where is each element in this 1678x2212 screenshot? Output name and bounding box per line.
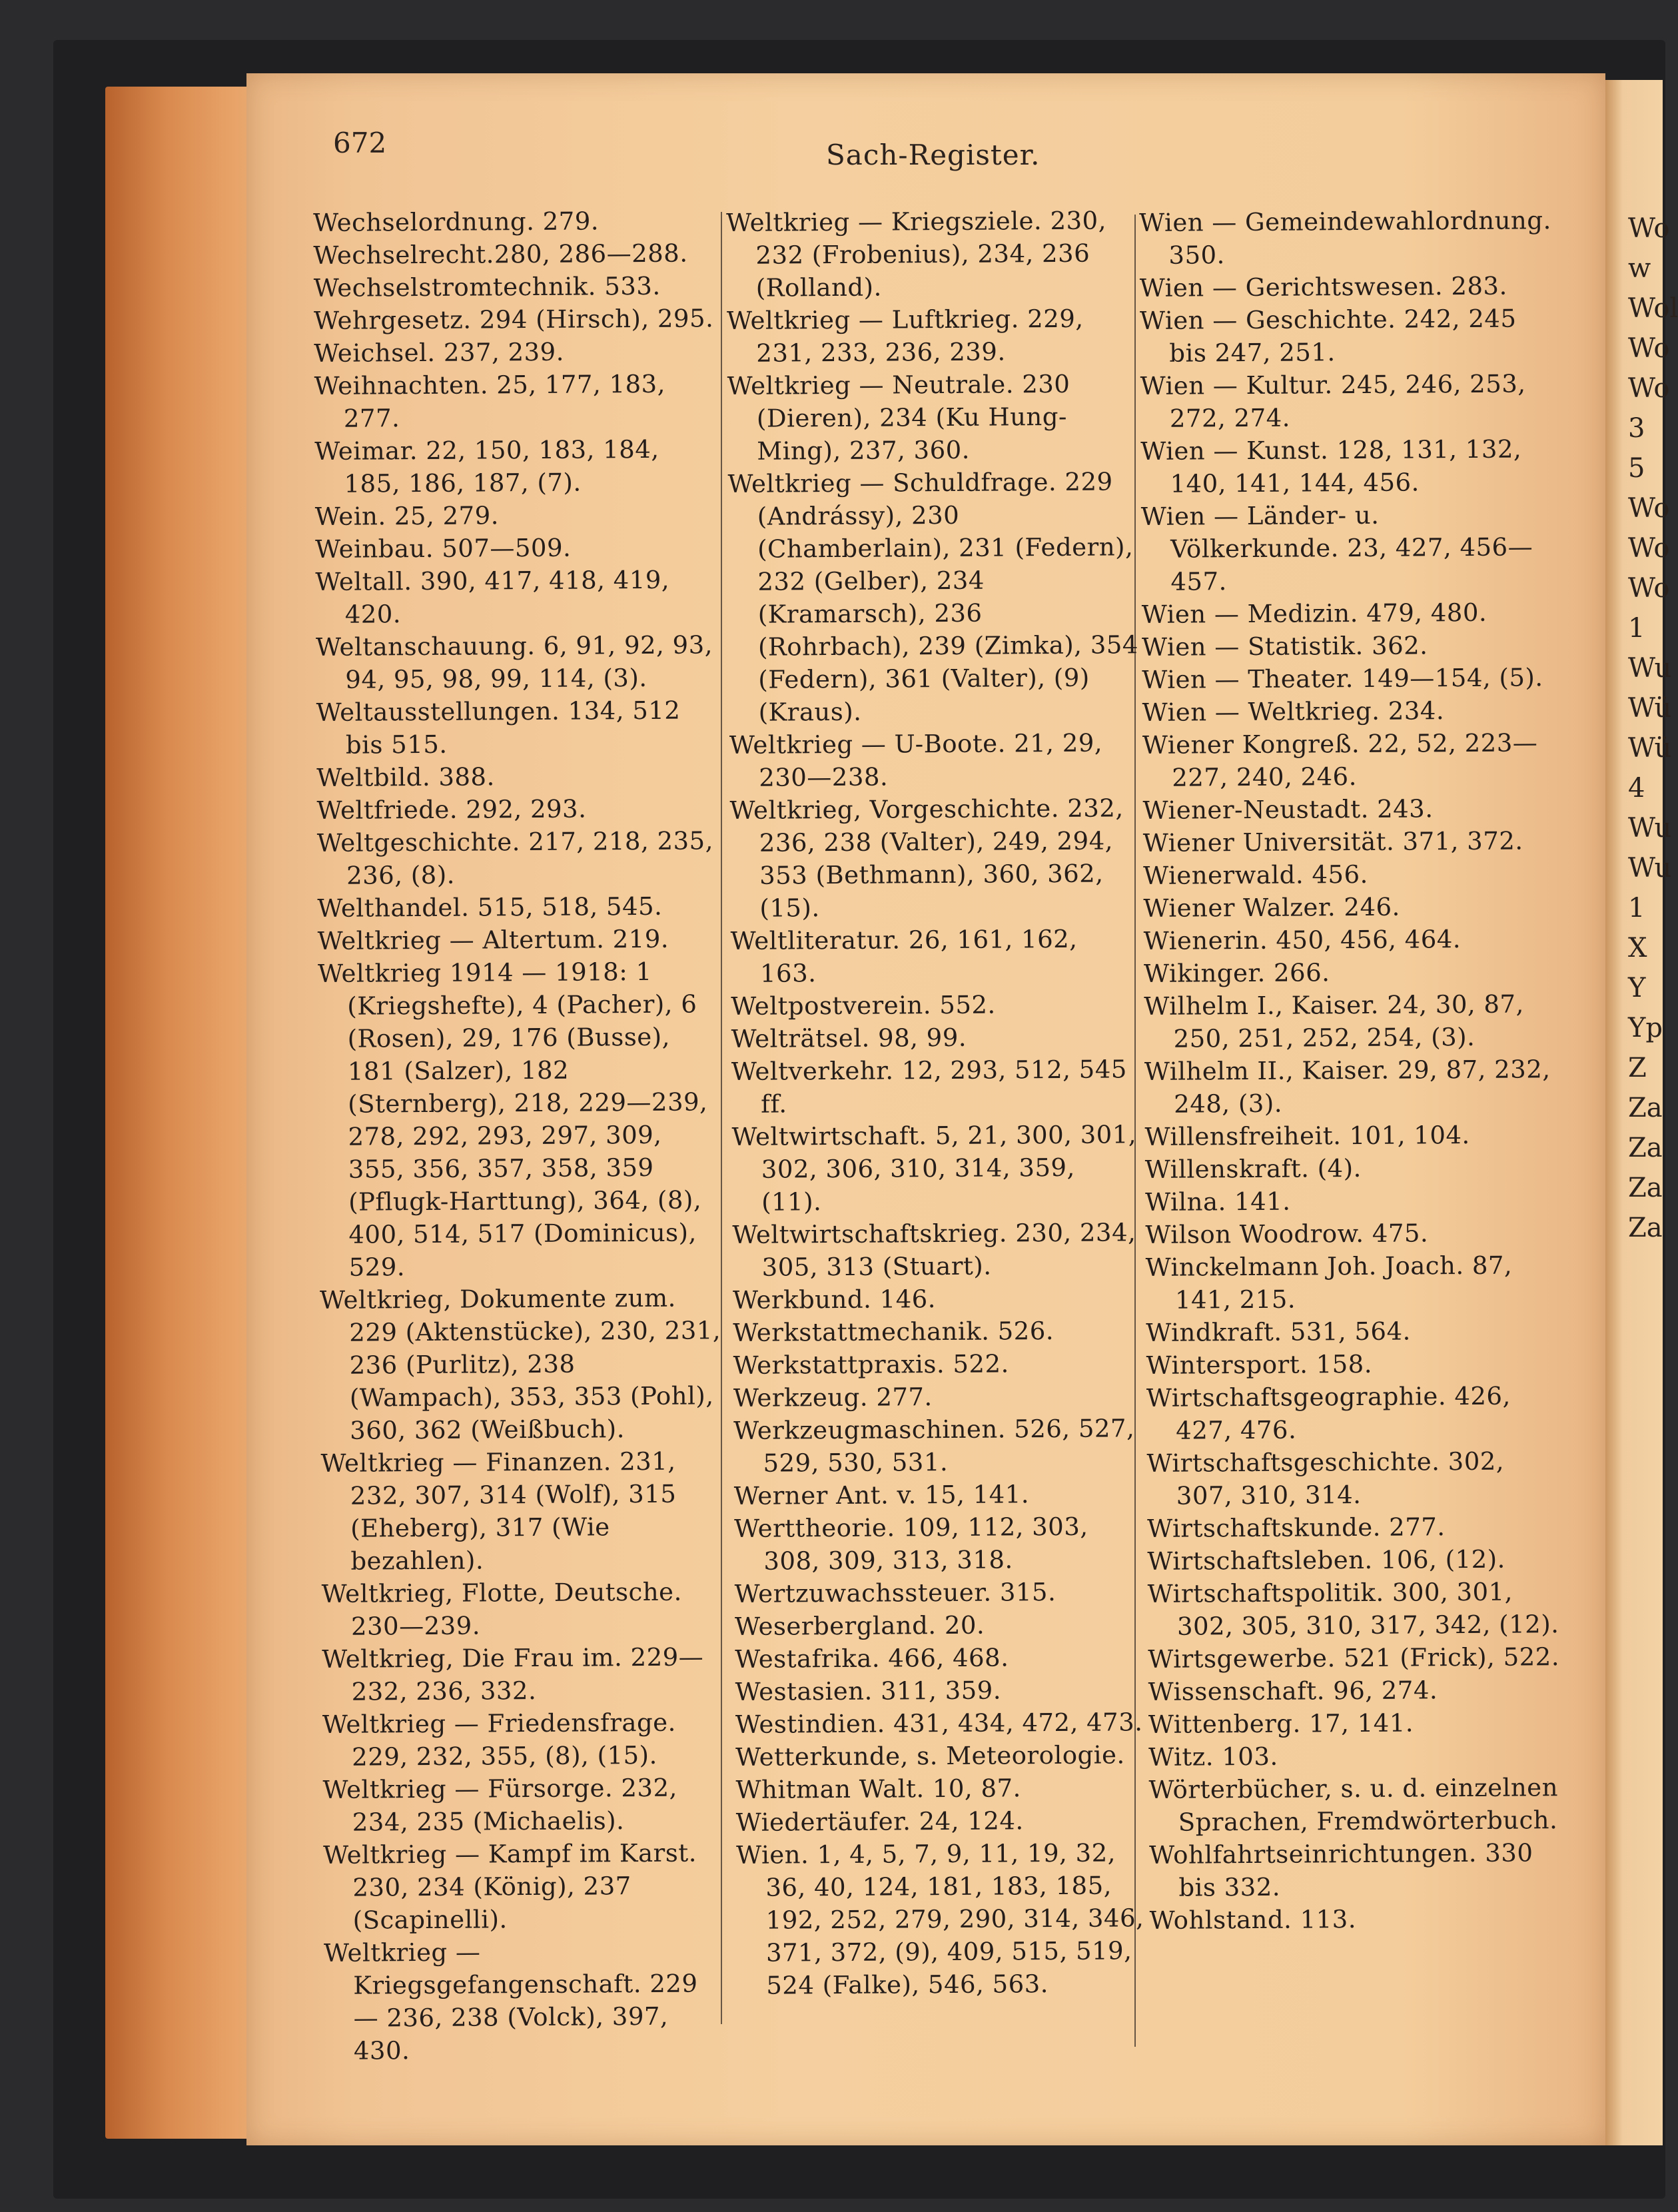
- index-entry: Wehrgesetz. 294 (Hirsch), 295.: [313, 304, 714, 335]
- index-entry: Wirtschaftspolitik. 300, 301, 302, 305, 310, 317, 342, (12).: [1147, 1577, 1559, 1641]
- next-page-fragment: 1: [1628, 893, 1645, 923]
- index-entry: Werkstattpraxis. 522.: [733, 1349, 1009, 1380]
- index-entry: Wikinger. 266.: [1143, 958, 1330, 988]
- index-entry: Werttheorie. 109, 112, 303, 308, 309, 313, 318.: [733, 1512, 1088, 1576]
- index-entry: Weltkrieg 1914 — 1918: 1 (Kriegshefte), 4 (Pacher), 6 (Rosen), 29, 176 (Busse), 181 (Salzer), 182 (Sternberg), 218, 229—239, 278, 292, 293, 297, 309, 355, 356, 357, 358, 359 (Pflugk-Harttung), 364, (8), 400, 514, 517 (Dominicus), 529.: [317, 957, 708, 1282]
- next-page-fragment: Wü: [1628, 693, 1672, 724]
- index-entry: Weltkrieg — Fürsorge. 232, 234, 235 (Michaelis).: [322, 1773, 677, 1837]
- index-entry: Wien. 1, 4, 5, 7, 9, 11, 19, 32, 36, 40, 124, 181, 183, 185, 192, 252, 279, 290, 314, 346, 371, 372, (9), 409, 515, 519, 524 (Falke), 546, 563.: [735, 1838, 1144, 2000]
- index-entry: Wilhelm II., Kaiser. 29, 87, 232, 248, (3).: [1144, 1055, 1551, 1119]
- index-entry: Weltanschauung. 6, 91, 92, 93, 94, 95, 98, 99, 114, (3).: [315, 630, 713, 694]
- index-entry: Wiedertäufer. 24, 124.: [735, 1806, 1024, 1837]
- next-page-fragment: X: [1628, 933, 1647, 963]
- index-entry: Weltgeschichte. 217, 218, 235, 236, (8).: [316, 826, 714, 890]
- index-entry: Weltkrieg, Vorgeschichte. 232, 236, 238 (Valter), 249, 294, 353 (Bethmann), 360, 362, (15).: [729, 794, 1124, 923]
- index-entry: Wirtschaftsgeschichte. 302, 307, 310, 314.: [1146, 1446, 1505, 1510]
- index-entry: Weimar. 22, 150, 183, 184, 185, 186, 187, (7).: [314, 434, 659, 498]
- index-entry: Werkbund. 146.: [732, 1285, 937, 1315]
- index-entry: Werkstattmechanik. 526.: [733, 1317, 1054, 1347]
- index-column-1: [313, 204, 731, 2067]
- index-entry: Wiener Kongreß. 22, 52, 223—227, 240, 246.: [1142, 728, 1538, 792]
- next-page-fragment: Za: [1628, 1173, 1663, 1203]
- index-entry: Weltwirtschaft. 5, 21, 300, 301, 302, 306, 310, 314, 359, (11).: [731, 1120, 1137, 1217]
- index-entry: Welthandel. 515, 518, 545.: [317, 891, 663, 923]
- index-entry: Wien — Statistik. 362.: [1141, 631, 1428, 662]
- index-entry: Weltwirtschaftskrieg. 230, 234, 305, 313 (Stuart).: [732, 1218, 1136, 1282]
- index-entry: Wirtschaftsleben. 106, (12).: [1147, 1544, 1505, 1576]
- index-entry: Wien — Kunst. 128, 131, 132, 140, 141, 144, 456.: [1140, 434, 1522, 498]
- index-entry: Weltkrieg — Finanzen. 231, 232, 307, 314 (Wolf), 315 (Eheberg), 317 (Wie bezahlen).: [320, 1446, 677, 1576]
- index-entry: Weltverkehr. 12, 293, 512, 545 ff.: [731, 1055, 1127, 1119]
- index-entry: Wien — Länder- u. Völkerkunde. 23, 427, 456—457.: [1140, 500, 1533, 596]
- index-entry: Wien — Theater. 149—154, (5).: [1142, 663, 1543, 694]
- next-page-fragment: Za: [1628, 1213, 1663, 1243]
- index-entry: Wien — Geschichte. 242, 245 bis 247, 251.: [1139, 304, 1517, 368]
- page-number: 672: [333, 127, 387, 159]
- next-page-fragment: Wo: [1628, 573, 1670, 604]
- index-entry: Wien — Weltkrieg. 234.: [1142, 696, 1445, 727]
- index-entry: Weihnachten. 25, 177, 183, 277.: [314, 369, 666, 433]
- index-entry: Weltliteratur. 26, 161, 162, 163.: [730, 924, 1078, 988]
- index-entry: Weltkrieg — U-Boote. 21, 29, 230—238.: [729, 728, 1103, 792]
- index-entry: Wechselstromtechnik. 533.: [313, 271, 661, 302]
- running-title: Sach-Register.: [826, 139, 1041, 171]
- next-page-fragment: Wu: [1628, 853, 1672, 883]
- index-entry: Wien — Kultur. 245, 246, 253, 272, 274.: [1140, 369, 1526, 433]
- index-entry: Weltkrieg, Die Frau im. 229—232, 236, 332.: [322, 1642, 704, 1706]
- index-entry: Wörterbücher, s. u. d. einzelnen Sprachen, Fremdwörterbuch.: [1148, 1773, 1559, 1837]
- next-page-fragment: Wol: [1628, 293, 1678, 324]
- index-entry: Wiener Walzer. 246.: [1143, 892, 1400, 923]
- next-page-fragment: w: [1628, 253, 1651, 284]
- index-entry: Welträtsel. 98, 99.: [731, 1023, 967, 1053]
- index-entry: Weltfriede. 292, 293.: [316, 794, 587, 825]
- page-stack-edge: [105, 87, 258, 2139]
- index-entry: Wittenberg. 17, 141.: [1148, 1708, 1414, 1739]
- index-entry: Weltkrieg — Kriegsziele. 230, 232 (Frobenius), 234, 236 (Rolland).: [726, 206, 1107, 302]
- index-entry: Wilson Woodrow. 475.: [1145, 1219, 1429, 1249]
- index-entry: Willensfreiheit. 101, 104.: [1144, 1120, 1470, 1151]
- next-page-fragment: Wo: [1628, 373, 1670, 404]
- index-entry: Westindien. 431, 434, 472, 473.: [735, 1708, 1143, 1739]
- next-page-fragment: Z: [1628, 1053, 1647, 1083]
- next-page-fragment: Wo: [1628, 493, 1670, 524]
- next-page-fragment: Wo: [1628, 533, 1670, 564]
- index-entry: Werkzeug. 277.: [733, 1382, 933, 1412]
- index-entry: Wien — Medizin. 479, 480.: [1141, 598, 1487, 629]
- index-entry: Wetterkunde, s. Meteorologie.: [735, 1740, 1125, 1772]
- next-page-fragment: Za: [1628, 1093, 1663, 1123]
- page-header: [333, 127, 1565, 171]
- index-column-2: [726, 204, 1146, 2002]
- index-entry: Windkraft. 531, 564.: [1146, 1317, 1411, 1347]
- next-page-fragment: Wu: [1628, 813, 1672, 843]
- index-entry: Weltkrieg — Friedensfrage. 229, 232, 355, (8), (15).: [322, 1708, 676, 1772]
- index-entry: Whitman Walt. 10, 87.: [735, 1774, 1021, 1804]
- index-entry: Weltkrieg — Schuldfrage. 229 (Andrássy), 230 (Chamberlain), 231 (Federn), 232 (Gelber), 234 (Kramarsch), 236 (Rohrbach), 239 (Zimka), 354 (Federn), 361 (Valter), (9) (Kraus).: [727, 467, 1139, 727]
- index-entry: Wohlfahrtseinrichtungen. 330 bis 332.: [1148, 1838, 1533, 1902]
- index-entry: Weinbau. 507—509.: [315, 533, 572, 564]
- next-page-fragment: Y: [1628, 973, 1646, 1003]
- next-page-fragment: 1: [1628, 613, 1645, 644]
- index-entry: Weltall. 390, 417, 418, 419, 420.: [315, 565, 670, 629]
- next-page-fragment: Wu: [1628, 653, 1672, 684]
- index-entry: Weltpostverein. 552.: [731, 990, 996, 1021]
- index-entry: Weltausstellungen. 134, 512 bis 515.: [316, 696, 681, 760]
- index-entry: Wilna. 141.: [1144, 1187, 1291, 1217]
- next-page-fragment: Wo: [1628, 333, 1670, 364]
- index-entry: Werkzeugmaschinen. 526, 527, 529, 530, 531.: [733, 1414, 1135, 1478]
- index-entry: Wilhelm I., Kaiser. 24, 30, 87, 250, 251, 252, 254, (3).: [1144, 989, 1524, 1053]
- index-entry: Wien — Gerichtswesen. 283.: [1139, 271, 1507, 302]
- index-entry: Wintersport. 158.: [1146, 1349, 1373, 1380]
- index-entry: Wechselordnung. 279.: [313, 207, 600, 237]
- index-entry: Witz. 103.: [1148, 1742, 1278, 1772]
- next-page-fragment: Yp: [1628, 1013, 1663, 1043]
- index-entry: Westasien. 311, 359.: [735, 1676, 1002, 1706]
- index-entry: Weserbergland. 20.: [734, 1610, 985, 1641]
- index-entry: Weltkrieg — Kriegsgefangenschaft. 229 — 236, 238 (Volck), 397, 430.: [323, 1937, 698, 2065]
- index-entry: Winckelmann Joh. Joach. 87, 141, 215.: [1145, 1251, 1513, 1315]
- index-entry: Weichsel. 237, 239.: [314, 337, 565, 368]
- index-entry: Wienerwald. 456.: [1143, 859, 1368, 890]
- next-page-fragment: 4: [1628, 773, 1645, 804]
- index-entry: Wiener Universität. 371, 372.: [1142, 826, 1523, 857]
- index-entry: Wertzuwachssteuer. 315.: [734, 1578, 1056, 1608]
- index-entry: Wechselrecht.280, 286—288.: [313, 239, 688, 270]
- index-entry: Werner Ant. v. 15, 141.: [733, 1480, 1030, 1510]
- index-column-3: [1139, 204, 1563, 1937]
- index-entry: Weltkrieg — Luftkrieg. 229, 231, 233, 236, 239.: [726, 304, 1084, 368]
- index-entry: Willenskraft. (4).: [1144, 1153, 1362, 1184]
- index-entry: Weltkrieg — Neutrale. 230 (Dieren), 234 (Ku Hung-Ming), 237, 360.: [727, 369, 1070, 466]
- index-entry: Wienerin. 450, 456, 464.: [1143, 925, 1462, 955]
- index-entry: Weltkrieg — Altertum. 219.: [317, 924, 669, 955]
- index-entry: Wirtsgewerbe. 521 (Frick), 522.: [1148, 1642, 1560, 1674]
- index-entry: Weltkrieg, Dokumente zum. 229 (Aktenstücke), 230, 231, 236 (Purlitz), 238 (Wampach), 353, 353 (Pohl), 360, 362 (Weißbuch).: [319, 1283, 721, 1445]
- index-entry: Wiener-Neustadt. 243.: [1142, 794, 1434, 825]
- index-entry: Westafrika. 466, 468.: [735, 1643, 1009, 1674]
- next-page-edge: [1605, 80, 1678, 2145]
- next-page-fragment: 3: [1628, 413, 1645, 444]
- index-entry: Weltkrieg — Kampf im Karst. 230, 234 (König), 237 (Scapinelli).: [322, 1838, 697, 1935]
- next-page-fragment: 5: [1628, 453, 1645, 484]
- index-entry: Wirtschaftsgeographie. 426, 427, 476.: [1146, 1381, 1511, 1445]
- index-entry: Wirtschaftskunde. 277.: [1146, 1512, 1446, 1543]
- index-entry: Wissenschaft. 96, 274.: [1148, 1676, 1438, 1706]
- next-page-fragment: Wo: [1628, 213, 1670, 244]
- index-entry: Wien — Gemeindewahlordnung. 350.: [1139, 206, 1551, 270]
- index-entry: Weltbild. 388.: [316, 762, 495, 792]
- next-page-fragment: Wü: [1628, 733, 1672, 764]
- next-page-fragment: Za: [1628, 1133, 1663, 1163]
- index-entry: Wein. 25, 279.: [314, 501, 500, 531]
- index-entry: Weltkrieg, Flotte, Deutsche. 230—239.: [321, 1577, 682, 1641]
- index-entry: Wohlstand. 113.: [1149, 1905, 1357, 1935]
